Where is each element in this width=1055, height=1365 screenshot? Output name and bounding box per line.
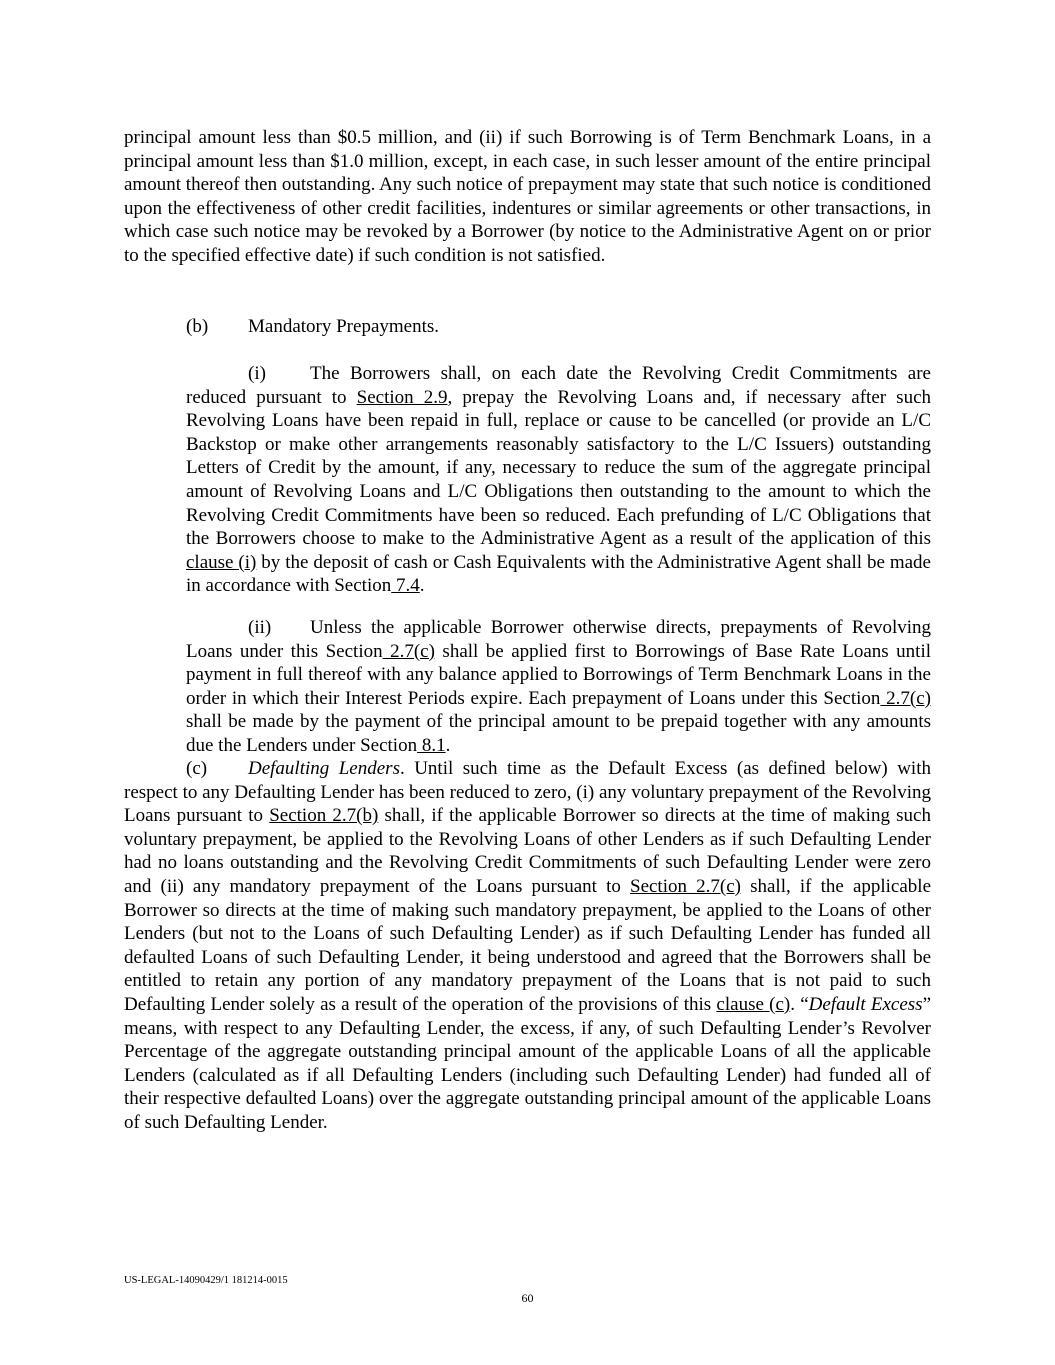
default-excess-term: Default Excess (808, 993, 923, 1015)
paragraph-a-continuation (124, 126, 931, 268)
document-id-footer: US-LEGAL-14090429/1 181214-0015 (124, 1275, 288, 1286)
paragraph-c-text-2: shall, if the applicable Borrower so directs at the time of making such voluntary prepayment, be applied to the Revolving Loans of other Lenders as if such Defaulting Lender had no loans outstanding and the Revolving Credit Commitments of such Defaulting Lender were zero and (ii) any mandatory prepayment of the Loans pursuant to (124, 805, 931, 897)
paragraph-c-text-1: . Until such time as the Default Excess (as defined below) with respect to any Defaulting Lender has been reduced to zero, (i) any voluntary prepayment of the Revolving Loans pursuant to (124, 758, 931, 827)
clause-i-reference: clause (i) (186, 551, 257, 573)
section-2-7c-reference-second: 2.7(c) (880, 687, 931, 709)
paragraph-b-title: Mandatory Prepayments. (248, 316, 440, 337)
paragraph-c (124, 757, 931, 1135)
paragraph-a-text: principal amount less than $0.5 million, and (ii) if such Borrowing is of Term Benchmark Loans, in a principal amount less than $1.0 million, except, in each case, in such lesser amount of the entire principal amount thereof then outstanding. Any such notice of prepayment may state that such notice is conditioned upon the effectiveness of other credit facilities, indentures or similar agreements or other transactions, in which case such notice may be revoked by a Borrower (by notice to the Administrative Agent on or prior to the specified effective date) if such condition is not satisfied. (124, 127, 931, 266)
paragraph-b-marker: (b) (186, 316, 209, 337)
paragraph-c-text-3: shall, if the applicable Borrower so directs at the time of making such mandatory prepayment, be applied to the Loans of other Lenders (but not to the Loans of such Defaulting Lender) as if such Defaulting Lender has funded all defaulted Loans of such Defaulting Lender, it being understood and agreed that the Borrowers shall be entitled to retain any portion of any mandatory prepayment of the Loans that is not paid to such Defaulting Lender solely as a result of the operation of the provisions of this (124, 875, 932, 1015)
paragraph-b-i-text-4: . (419, 575, 425, 597)
paragraph-c-title: Defaulting Lenders (248, 758, 400, 779)
section-2-7c-reference: 2.7(c) (382, 640, 435, 662)
section-7-4-reference: 7.4 (391, 575, 420, 597)
paragraph-c-text-5: ” means, with respect to any Defaulting Lender, the excess, if any, of such Defaulting Lender’s Revolver Percentage of the aggregate outstanding principal amount of the applicable Loans of all the applicable Lenders (calculated as if all Defaulting Lenders (including such Defaulting Lender) had funded all of their respective defaulted Loans) over the aggregate outstanding principal amount of the applicable Loans of such Defaulting Lender. (124, 993, 931, 1133)
paragraph-b-ii-text-1: Unless the applicable Borrower otherwise directs, prepayments of Revolving Loans under this Section (186, 617, 931, 662)
paragraph-c-marker: (c) (186, 758, 208, 779)
paragraph-b-i-text-2: , prepay the Revolving Loans and, if necessary after such Revolving Loans have been repaid in full, replace or cause to be cancelled (or provide an L/C Backstop or make other arrangements reasonably satisfactory to the L/C Issuers) outstanding Letters of Credit by the amount, if any, necessary to reduce the sum of the aggregate principal amount of Revolving Loans and L/C Obligations then outstanding to the amount to which the Revolving Credit Commitments have been so reduced. Each prefunding of L/C Obligations that the Borrowers choose to make to the Administrative Agent as a result of the application of this (186, 386, 932, 550)
section-2-9-reference: Section 2.9 (356, 386, 448, 408)
paragraph-b-ii-text-2: shall be applied first to Borrowings of Base Rate Loans until payment in full thereof with any balance applied to Borrowings of Term Benchmark Loans in the order in which their Interest Periods expire. Each prepayment of Loans under this Section (186, 640, 931, 709)
section-8-1-reference: 8.1 (417, 734, 446, 756)
paragraph-b-ii-marker: (ii) (248, 617, 272, 638)
paragraph-c-text-4: . “ (790, 993, 809, 1015)
section-2-7b-reference: Section 2.7(b) (269, 805, 379, 827)
clause-c-reference: clause (c) (716, 993, 791, 1015)
paragraph-b-i-text-1: The Borrowers shall, on each date the Revolving Credit Commitments are reduced pursuant to (186, 363, 931, 408)
paragraph-b-ii (186, 616, 931, 758)
page-number: 60 (521, 1291, 534, 1305)
paragraph-b-i-marker: (i) (248, 363, 266, 384)
paragraph-b-i (186, 362, 931, 598)
paragraph-b-heading (124, 315, 931, 339)
section-2-7c-reference-c: Section 2.7(c) (630, 875, 741, 897)
paragraph-b-ii-text-3: shall be made by the payment of the principal amount to be prepaid together with any amounts due the Lenders under Section (186, 711, 931, 756)
paragraph-b-ii-text-4: . (445, 734, 451, 756)
paragraph-b-i-text-3: by the deposit of cash or Cash Equivalents with the Administrative Agent shall be made in accordance with Section (186, 551, 931, 597)
